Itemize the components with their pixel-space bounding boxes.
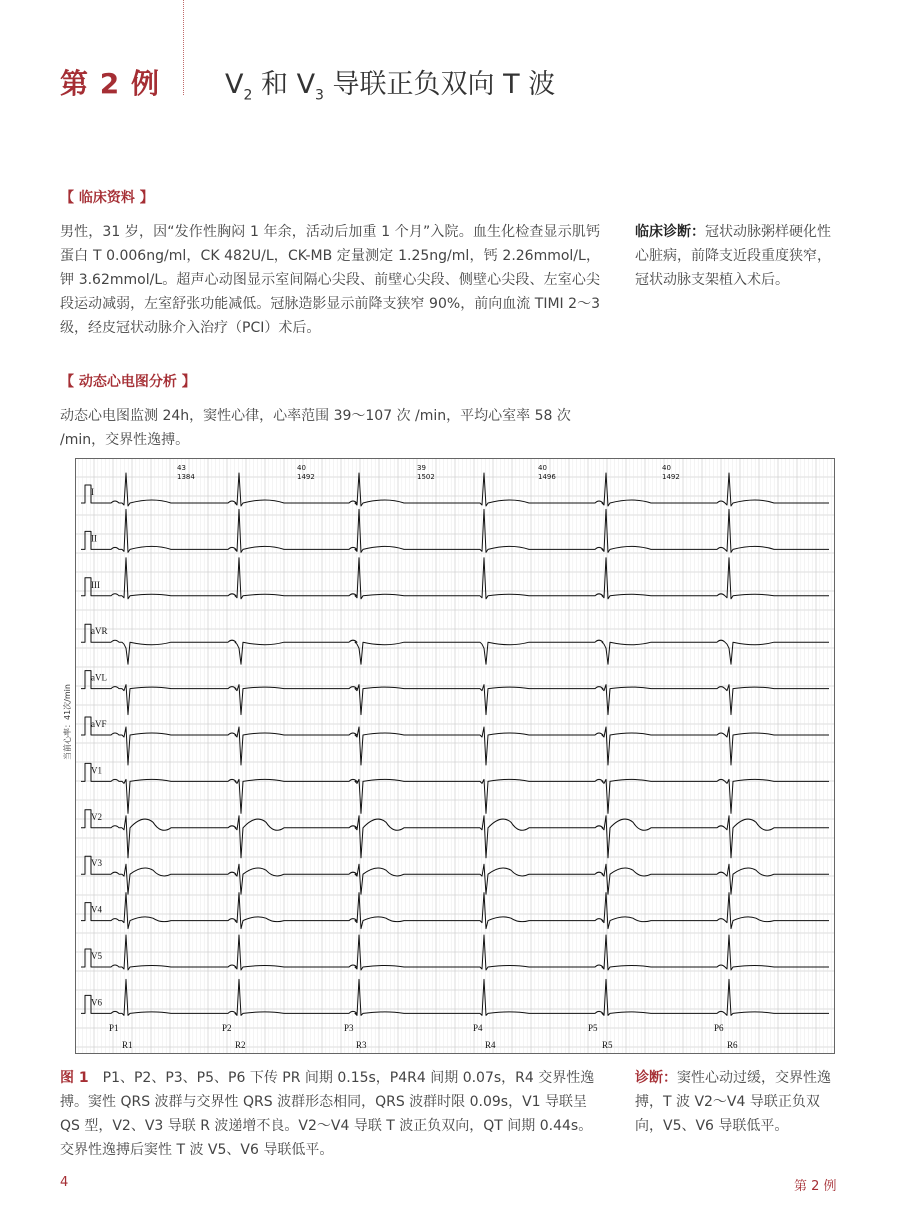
ecg-interval-mark: 1384	[177, 473, 195, 481]
ecg-lead-label: V3	[91, 858, 102, 869]
ecg-lead-label: aVL	[91, 672, 107, 683]
ecg-interval-mark: 1492	[662, 473, 680, 481]
ecg-rate-mark: 39	[417, 464, 426, 472]
ecg-r-label: R6	[727, 1040, 738, 1050]
ecg-strip	[75, 458, 835, 1054]
ecg-r-label: R4	[485, 1040, 496, 1050]
ecg-p-label: P2	[222, 1023, 232, 1033]
ecg-p-label: P6	[714, 1023, 724, 1033]
ecg-lead-label: aVR	[91, 626, 108, 637]
ecg-p-label: P3	[344, 1023, 354, 1033]
ecg-r-label: R1	[122, 1040, 133, 1050]
ecg-lead-label: V1	[91, 765, 102, 776]
ecg-rate-mark: 40	[297, 464, 306, 472]
ecg-lead-label: aVF	[91, 719, 107, 729]
ecg-lead-label: V5	[91, 951, 102, 961]
ecg-rate-mark: 40	[662, 464, 671, 472]
ecg-lead-label: V6	[91, 997, 102, 1008]
clinical-heading: 【 临床资料 】	[60, 190, 154, 206]
page-title: $V_2$ 和 $V_3$ 导联正负双向 T 波	[225, 69, 556, 104]
ecg-lead-label: V4	[91, 904, 102, 915]
ecg-interval-mark: 1492	[297, 473, 315, 481]
case-number: 第 2 例	[60, 67, 160, 100]
ecg-lead-label: I	[91, 487, 94, 497]
figure-diagnosis: 诊断：窦性心动过缓，交界性逸搏，T 波 V2～V4 导联正负双向，V5、V6 导联低平。	[635, 1070, 831, 1134]
clinical-text: 男性，31 岁，因“发作性胸闷 1 年余，活动后加重 1 个月”入院。血生化检查显示肌钙蛋白 T 0.006ng/ml，CK 482U/L，CK-MB 定量测定 1.25ng/ml，钙 2.26mmol/L，钾 3.62mmol/L。超声心动图显示室间隔心尖段、前壁心尖段、侧壁心尖段、左室心尖段运动减弱，左室舒张功能减低。冠脉造影显示前降支狭窄 90%，前向血流 TIMI 2～3 级，经皮冠状动脉介入治疗（PCI）术后。	[60, 224, 600, 336]
ecg-interval-mark: 1502	[417, 473, 435, 481]
ecg-rate-mark: 40	[538, 464, 547, 472]
ecg-p-label: P1	[109, 1023, 119, 1033]
figure-caption: 图 1 P1、P2、P3、P5、P6 下传 PR 间期 0.15s，P4R4 间期 0.07s，R4 交界性逸搏。窦性 QRS 波群与交界性 QRS 波群形态相同，QRS 波群时限 0.09s，V1 导联呈 QS 型，V2、V3 导联 R 波递增不良。V2～V4 导联 T 波正负双向，QT 间期 0.44s。交界性逸搏后窦性 T 波 V5、V6 导联低平。	[60, 1070, 595, 1158]
clinical-diagnosis: 临床诊断：冠状动脉粥样硬化性心脏病，前降支近段重度狭窄，冠状动脉支架植入术后。	[635, 224, 831, 288]
ecg-r-label: R2	[235, 1040, 246, 1050]
figure-label: 图 1	[60, 1070, 89, 1086]
holter-heading: 【 动态心电图分析 】	[60, 374, 196, 390]
ecg-p-label: P5	[588, 1023, 598, 1033]
footer-case: 第 2 例	[794, 1179, 837, 1194]
ecg-lead-label: III	[91, 579, 100, 590]
ecg-lead-label: V2	[91, 811, 102, 822]
ecg-r-label: R3	[356, 1040, 367, 1050]
page-number: 4	[60, 1175, 69, 1190]
ecg-r-label: R5	[602, 1040, 613, 1050]
ecg-p-label: P4	[473, 1023, 483, 1033]
header-divider	[183, 0, 184, 95]
ecg-interval-mark: 1496	[538, 473, 556, 481]
ecg-rate-mark: 43	[177, 464, 186, 472]
ecg-lead-label: II	[91, 533, 97, 544]
ecg-side-label: 当前心率：41次/min	[63, 684, 72, 760]
holter-text: 动态心电图监测 24h，窦性心律，心率范围 39～107 次 /min，平均心室率 58 次 /min，交界性逸搏。	[60, 408, 571, 448]
